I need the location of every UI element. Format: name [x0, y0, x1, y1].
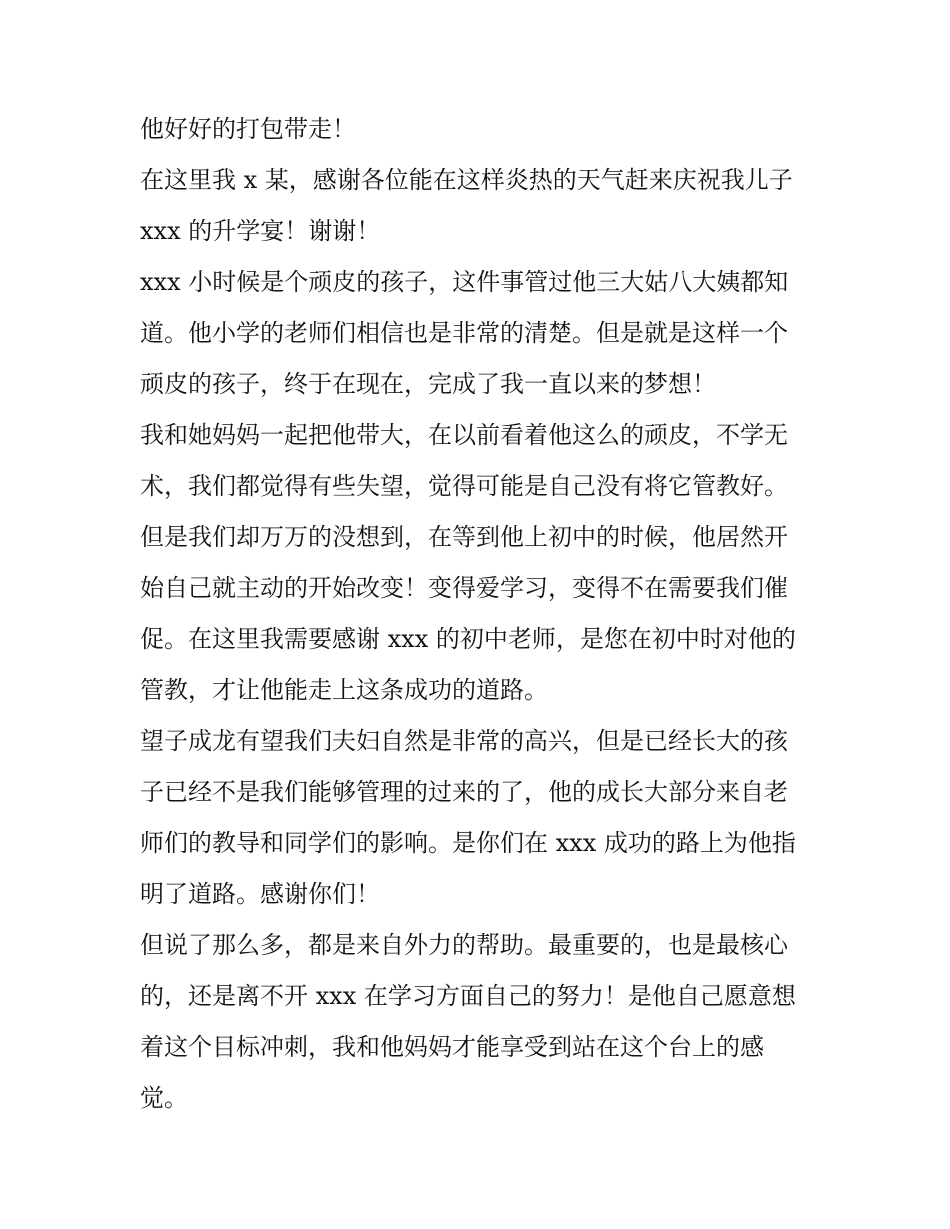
- text-line: 望子成龙有望我们夫妇自然是非常的高兴，但是已经长大的孩: [140, 727, 788, 755]
- text-line: 术，我们都觉得有些失望，觉得可能是自己没有将它管教好。: [140, 472, 788, 500]
- text-line: 觉。: [140, 1084, 188, 1112]
- text-line: 我和她妈妈一起把他带大，在以前看着他这么的顽皮，不学无: [140, 421, 788, 449]
- document-body: [140, 104, 820, 1124]
- text-line: 促。在这里我需要感谢 xxx 的初中老师，是您在初中时对他的: [140, 625, 796, 653]
- text-line: 他好好的打包带走！: [140, 115, 356, 143]
- text-line: 顽皮的孩子，终于在现在，完成了我一直以来的梦想！: [140, 370, 716, 398]
- text-line: 的，还是离不开 xxx 在学习方面自己的努力！是他自己愿意想: [140, 982, 796, 1010]
- text-line: 在这里我 x 某，感谢各位能在这样炎热的天气赶来庆祝我儿子: [140, 166, 793, 194]
- text-line: 始自己就主动的开始改变！变得爱学习，变得不在需要我们催: [140, 574, 788, 602]
- text-line: 子已经不是我们能够管理的过来的了，他的成长大部分来自老: [140, 778, 788, 806]
- text-line: 着这个目标冲刺，我和他妈妈才能享受到站在这个台上的感: [140, 1033, 764, 1061]
- text-line: 师们的教导和同学们的影响。是你们在 xxx 成功的路上为他指: [140, 829, 796, 857]
- text-line: 明了道路。感谢你们！: [140, 880, 380, 908]
- text-line: 管教，才让他能走上这条成功的道路。: [140, 676, 548, 704]
- text-line: xxx 的升学宴！谢谢！: [140, 217, 381, 245]
- text-line: 但是我们却万万的没想到，在等到他上初中的时候，他居然开: [140, 523, 788, 551]
- text-line: xxx 小时候是个顽皮的孩子，这件事管过他三大姑八大姨都知: [140, 268, 789, 296]
- text-line: 但说了那么多，都是来自外力的帮助。最重要的，也是最核心: [140, 931, 788, 959]
- text-line: 道。他小学的老师们相信也是非常的清楚。但是就是这样一个: [140, 319, 788, 347]
